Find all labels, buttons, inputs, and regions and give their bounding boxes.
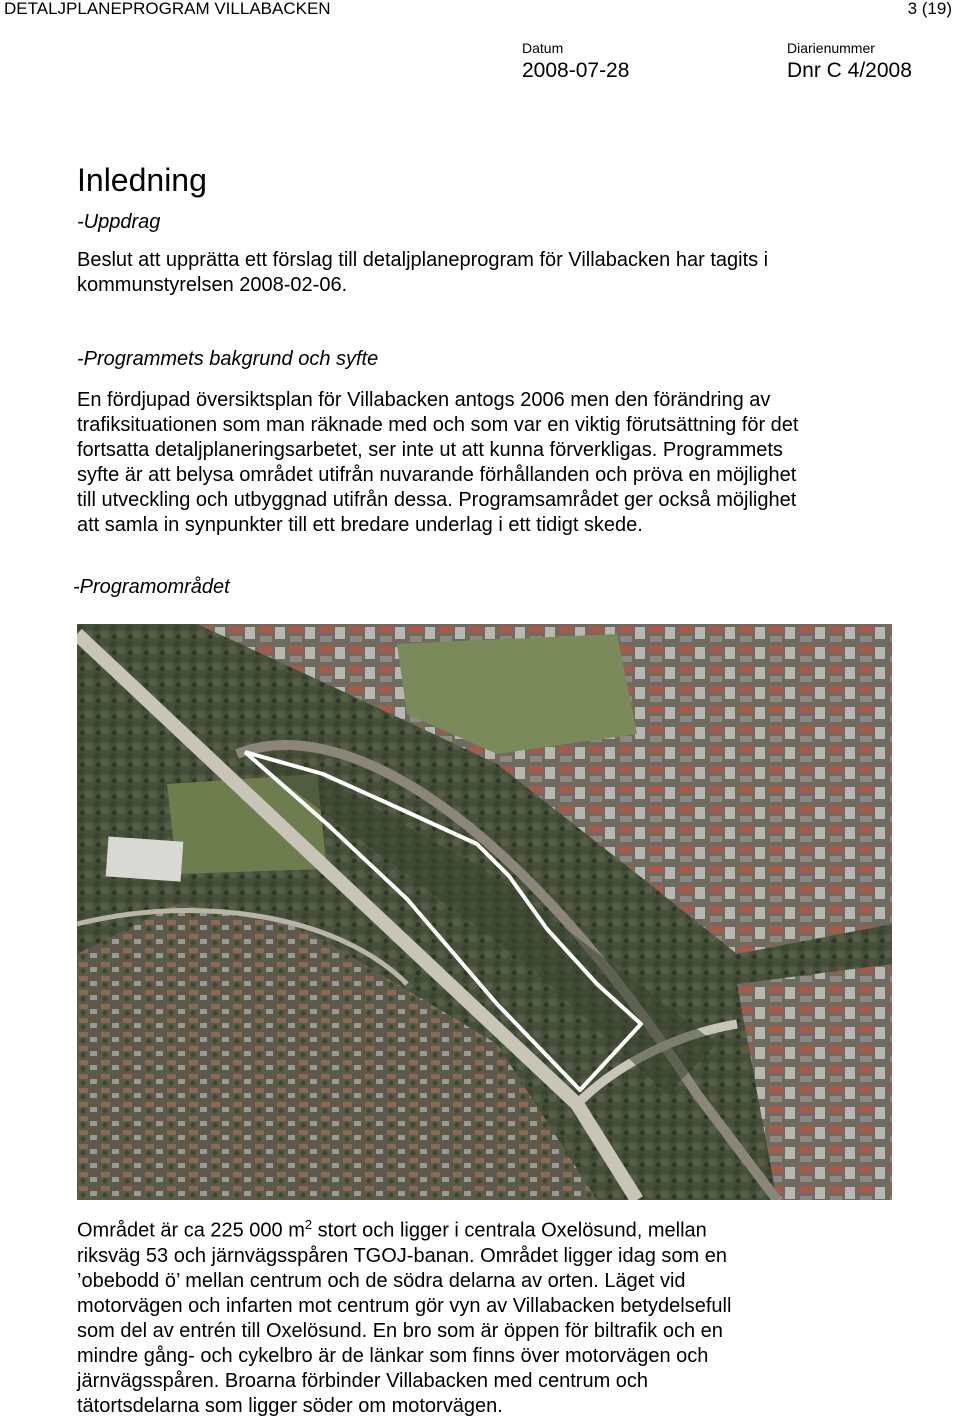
diarienummer-value: Dnr C 4/2008 (787, 59, 912, 82)
bakgrund-heading: -Programmets bakgrund och syfte (77, 348, 379, 370)
uppdrag-heading: -Uppdrag (77, 211, 161, 233)
uppdrag-paragraph: Beslut att upprätta ett förslag till detaljplaneprogram för Villabacken har tagits i kommunstyrelsen 2008-02-06. (77, 249, 769, 296)
datum-label: Datum (522, 40, 564, 56)
area-text-continued: stort och ligger i centrala Oxelösund, mellan (312, 1219, 707, 1242)
area-text-start: Området är ca 225 000 m (77, 1219, 305, 1242)
programomrade-heading: -Programområdet (73, 576, 230, 598)
area-superscript: 2 (304, 1217, 313, 1232)
document-title: DETALJPLANEPROGRAM VILLABACKEN (4, 0, 331, 18)
programomrade-paragraph (77, 1212, 731, 1419)
diarienummer-label: Diarienummer (787, 40, 875, 56)
bakgrund-paragraph: En fördjupad översiktsplan för Villabacken antogs 2006 men den förändring av trafiksituationen som man räknade med och som var en viktig förutsättning för det fortsatta detaljplaneringsarbetet, ser inte ut att kunna förverkligas. Programmets syfte är att belysa området utifrån nuvarande förhållanden och pröva en möjlighet till utveckling och utbyggnad utifrån dessa. Programsamrådet ger också möjlighet att samla in synpunkter till ett bredare underlag i ett tidigt skede. (77, 389, 799, 536)
page-number: 3 (19) (907, 0, 952, 18)
section-heading: Inledning (77, 162, 207, 198)
aerial-map-photo (77, 624, 892, 1200)
datum-value: 2008-07-28 (522, 59, 630, 82)
area-text-rest: riksväg 53 och järnvägsspåren TGOJ-banan. Området ligger idag som en ’obebodd ö’ mellan centrum och de södra delarna av orten. Läget vid motorvägen och infarten mot centrum gör vyn av Villabacken betydelsefull som del av entrén till Oxelösund. En bro som är öppen för biltrafik och en mindre gång- och cykelbro är de länkar som finns över motorvägen och järnvägsspåren. Broarna förbinder Villabacken med centrum och tätortsdelarna som ligger söder om motorvägen. (77, 1244, 732, 1417)
